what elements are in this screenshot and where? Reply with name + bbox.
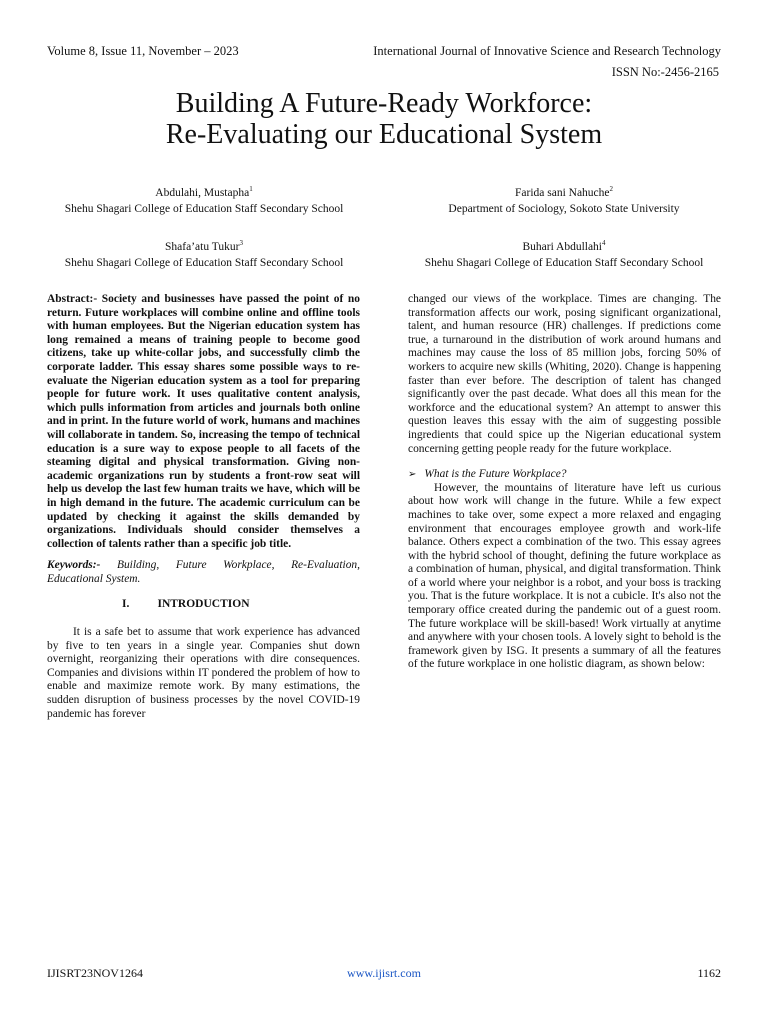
subsection-title: What is the Future Workplace? [424,468,567,481]
author-name: Farida sani Nahuche [514,186,610,199]
body-paragraph: However, the mountains of literature have left us curious about how work will change in the future. While a few expect machines to take over, some expect a more relaxed and engaging environment that encourages employee growth and work-life balance. Others expect a combination of the two. This essay agrees with the hybrid school of thought, defining the future workplace as a combination of human, physical, and digital transformation. Think of a world where your neighbor is a robot, and your boss is tracking you. That is the future workplace. It is not a cubicle. It's also not the temporary office created during the pandemic out of a guest room. The future workplace will be skill-based! Work virtually at anytime and anywhere with your chosen tools. A lovely sight to behold is the framework given by ISG. It presents a summary of all the features of the future workplace in one holistic diagram, as shown below: [408,481,721,671]
section-heading [47,598,360,612]
article-code: IJISRT23NOV1264 [47,966,143,980]
author-name: Shafa’atu Tukur [165,240,240,253]
author-affiliation: Shehu Shagari College of Education Staff Secondary School [424,256,704,269]
author-affiliation: Department of Sociology, Sokoto State University [448,202,680,215]
author-sup: 3 [239,239,243,247]
abstract: Abstract:- Society and businesses have passed the point of no return. Future workplaces will combine online and offline tools with human employees. But the Nigerian education system has long remained a means of training people to become good citizens, take up white-collar jobs, and successfully climb the corporate ladder. This essay shares some possible ways to re-evaluate the Nigerian education system as a tool for preparing people for future work. It uses qualitative content analysis, which pulls information from articles and journals both online and in print. In the future world of work, humans and machines will collaborate in tandem. So, increasing the tempo of technical education is a sure way to expose people to all facets of the steaming digital and physical transformation. Giving non-academic organizations run by students a front-row seat will help us develop the last few human traits we have, which will be in high demand in the future. The academic curriculum can be updated by checking it against the skills demanded by organizations. Individuals should consider themselves a collection of talents rather than a specific job title. [47,293,360,550]
author-name: Abdulahi, Mustapha [155,186,250,199]
website-link[interactable]: www.ijisrt.com [347,966,421,980]
intro-paragraph: It is a safe bet to assume that work experience has advanced by five to ten years in a single year. Companies shut down overnight, reorganizing their operations with dire consequences. Companies and divisions within IT pondered the problem of how to enable and maximize remote work. By many estimations, the sudden disruption of business processes by the novel COVID-19 pandemic has forever [47,626,360,720]
section-title: INTRODUCTION [157,598,250,611]
page-number: 1162 [697,966,721,980]
right-column [408,293,721,672]
author-name: Buhari Abdullahi [522,240,603,253]
author-affiliation: Shehu Shagari College of Education Staff Secondary School [64,256,344,269]
author-sup: 2 [609,185,614,193]
journal-name: International Journal of Innovative Science and Research Technology [373,44,721,58]
author-4 [400,235,728,271]
author-3 [40,235,368,271]
subsection-heading [408,468,721,482]
section-number: I. [122,598,130,611]
body-paragraph: changed our views of the workplace. Times are changing. The transformation affects our work, posing significant organizational, talent, and human resource (HR) challenges. If predictions come true, a turnaround in the distribution of work around humans and machines may cause the loss of 85 million jobs, forcing 50% of workers to acquire new skills (Whiting, 2020). Change is happening faster than ever before. The description of talent has changed significantly over the past decade. What does all this mean for the workforce and the educational system? An attempt to answer this question leaves this essay with the aim of suggesting possible ingredients that could spice up the Nigerian educational system concerning getting people ready for the future workplace. [408,293,721,455]
journal-volume: Volume 8, Issue 11, November – 2023 [47,44,239,58]
author-sup: 4 [602,239,606,247]
author-sup: 1 [249,185,253,193]
arrow-bullet-icon: ➢ [408,469,417,481]
keywords-text: Building, Future Workplace, Re-Evaluation, Educational System. [47,559,360,585]
issn: ISSN No:-2456-2165 [611,65,719,79]
paper-title [0,88,768,150]
keywords-label: Keywords:- [47,559,101,572]
keywords [47,559,360,586]
author-2 [400,181,728,217]
title-line-1: Building A Future-Ready Workforce: [175,88,593,119]
author-affiliation: Shehu Shagari College of Education Staff Secondary School [64,202,344,215]
title-line-2: Re-Evaluating our Educational System [165,119,603,150]
left-column [47,293,360,721]
author-1 [40,181,368,217]
